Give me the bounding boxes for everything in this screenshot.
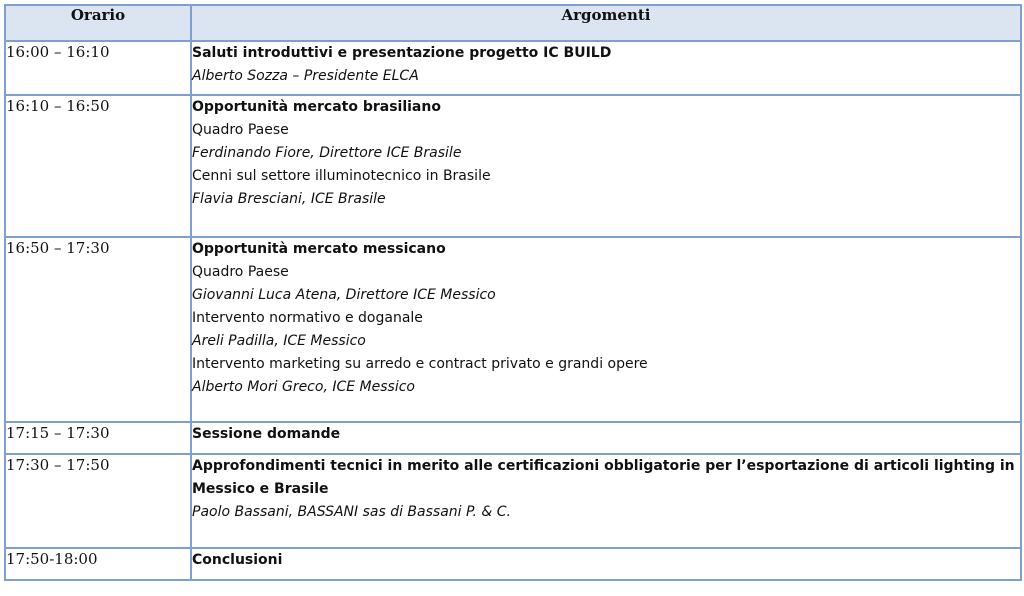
- table-row: [5, 454, 1021, 548]
- row-time: 17:30 – 17:50: [5, 454, 191, 548]
- topic-line: Intervento marketing su arredo e contract privato e grandi opere: [192, 356, 648, 372]
- topic-line: Quadro Paese: [192, 264, 289, 280]
- row-title: Conclusioni: [192, 552, 283, 568]
- speaker-line: Flavia Bresciani, ICE Brasile: [192, 191, 386, 207]
- topic-line: Intervento normativo e doganale: [192, 310, 423, 326]
- speaker-line: Alberto Sozza – Presidente ELCA: [192, 68, 419, 84]
- row-title: Opportunità mercato messicano: [192, 241, 446, 257]
- row-title: Saluti introduttivi e presentazione progetto IC BUILD: [192, 45, 612, 61]
- header-row: [5, 5, 1021, 41]
- row-title: Sessione domande: [192, 426, 341, 442]
- row-title: Approfondimenti tecnici in merito alle certificazioni obbligatorie per l’esportazione di articoli lighting in Messico e Brasile: [192, 458, 1015, 497]
- header-argomenti: Argomenti: [191, 5, 1021, 41]
- row-topics: [191, 95, 1021, 237]
- row-topics: [191, 548, 1021, 580]
- row-topics: [191, 454, 1021, 548]
- speaker-line: Areli Padilla, ICE Messico: [192, 333, 366, 349]
- row-time: 16:00 – 16:10: [5, 41, 191, 95]
- row-topics: [191, 422, 1021, 454]
- row-topics: [191, 41, 1021, 95]
- header-orario: Orario: [5, 5, 191, 41]
- row-time: 17:50-18:00: [5, 548, 191, 580]
- row-title: Opportunità mercato brasiliano: [192, 99, 441, 115]
- table-row: [5, 95, 1021, 237]
- speaker-line: Paolo Bassani, BASSANI sas di Bassani P. & C.: [192, 504, 512, 520]
- table-row: [5, 548, 1021, 580]
- row-time: 16:50 – 17:30: [5, 237, 191, 422]
- topic-line: Cenni sul settore illuminotecnico in Brasile: [192, 168, 491, 184]
- row-topics: [191, 237, 1021, 422]
- table-row: [5, 422, 1021, 454]
- topic-line: Quadro Paese: [192, 122, 289, 138]
- speaker-line: Ferdinando Fiore, Direttore ICE Brasile: [192, 145, 462, 161]
- agenda-table: [4, 4, 1022, 581]
- speaker-line: Alberto Mori Greco, ICE Messico: [192, 379, 415, 395]
- row-time: 17:15 – 17:30: [5, 422, 191, 454]
- speaker-line: Giovanni Luca Atena, Direttore ICE Messico: [192, 287, 496, 303]
- row-time: 16:10 – 16:50: [5, 95, 191, 237]
- table-row: [5, 237, 1021, 422]
- agenda-wrapper: [4, 4, 1020, 581]
- table-row: [5, 41, 1021, 95]
